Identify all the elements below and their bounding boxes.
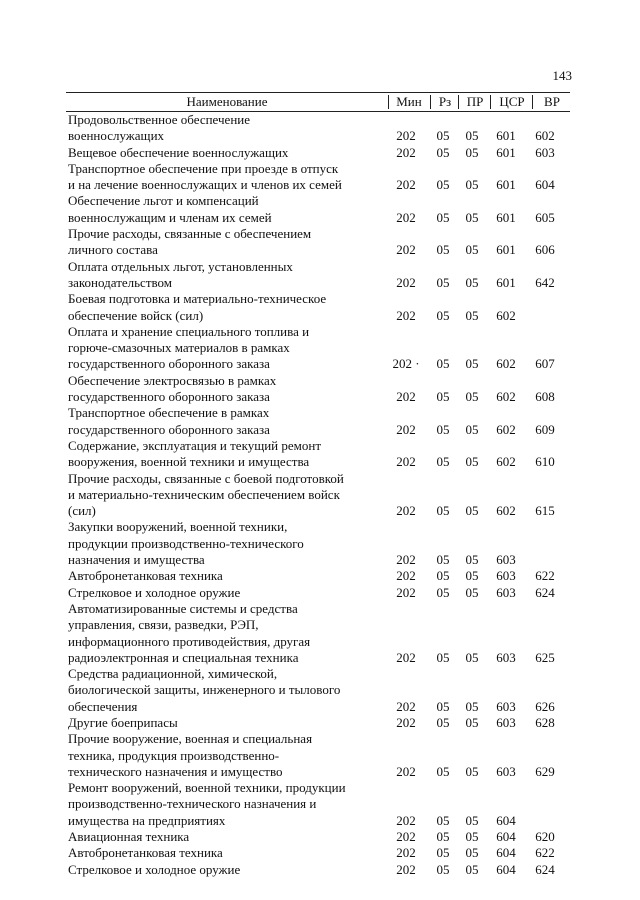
code-csr: 602	[496, 454, 516, 470]
row-name: Транспортное обеспечение при проезде в отпуск и на лечение военнослужащих и членов их семей	[68, 160, 342, 193]
code-min: 202	[396, 454, 416, 470]
row-name: Автоматизированные системы и средства управления, связи, разведки, РЭП, информационного противодействия, другая радиоэлектронная и специальная техника	[68, 600, 311, 665]
code-rz: 05	[436, 389, 450, 405]
row-codes	[68, 813, 572, 829]
code-vr: 609	[535, 421, 555, 437]
page-number: 143	[552, 68, 572, 83]
table-row	[68, 585, 572, 601]
table-row	[68, 373, 572, 406]
code-csr: 604	[496, 861, 516, 877]
code-csr: 602	[496, 389, 516, 405]
row-codes	[68, 145, 572, 161]
row-codes	[68, 422, 572, 438]
row-name: Автобронетанковая техника	[68, 568, 223, 584]
header-csr: ЦСР	[499, 94, 525, 109]
table-row	[68, 193, 572, 226]
row-name: Ремонт вооружений, военной техники, продукции производственно-технического назначения и имущества на предприятиях	[68, 780, 346, 828]
row-name: Стрелковое и холодное оружие	[68, 861, 241, 877]
code-vr: 615	[535, 503, 555, 519]
code-rz: 05	[436, 356, 450, 372]
code-rz: 05	[436, 861, 450, 877]
code-min: 202	[396, 274, 416, 290]
header-divider	[430, 95, 431, 109]
code-rz: 05	[436, 177, 450, 193]
row-name: Транспортное обеспечение в рамках государственного оборонного заказа	[68, 405, 270, 437]
code-csr: 601	[496, 274, 516, 290]
code-csr: 603	[496, 584, 516, 600]
row-name: Боевая подготовка и материально-техническое обеспечение войск (сил)	[68, 291, 327, 323]
code-vr: 624	[535, 584, 555, 600]
code-csr: 604	[496, 812, 516, 828]
code-rz: 05	[436, 698, 450, 714]
code-min: 202	[396, 845, 416, 861]
table-row	[68, 601, 572, 666]
code-rz: 05	[436, 829, 450, 845]
table-row	[68, 568, 572, 584]
code-csr: 602	[496, 356, 516, 372]
code-pr: 05	[465, 128, 479, 144]
code-pr: 05	[465, 649, 479, 665]
row-name: Стрелковое и холодное оружие	[68, 584, 241, 600]
row-name: Прочие расходы, связанные с боевой подготовкой и материально-техническим обеспечением войск (сил)	[68, 470, 344, 519]
code-pr: 05	[465, 698, 479, 714]
row-name: Прочие вооружение, военная и специальная техника, продукция производственно- технического назначения и имущество	[68, 731, 313, 779]
row-name: Содержание, эксплуатация и текущий ремонт вооружения, военной техники и имущества	[68, 437, 322, 470]
code-vr: 608	[535, 389, 555, 405]
row-codes	[68, 552, 572, 568]
code-vr: 628	[535, 714, 555, 730]
code-csr: 604	[496, 829, 516, 845]
code-csr: 602	[496, 503, 516, 519]
code-min: 202	[396, 812, 416, 828]
code-vr: 642	[535, 274, 555, 290]
table-body	[68, 112, 572, 878]
code-vr: 622	[535, 568, 555, 584]
code-vr: 606	[535, 242, 555, 258]
table-row	[68, 438, 572, 471]
code-rz: 05	[436, 812, 450, 828]
code-csr: 603	[496, 698, 516, 714]
code-vr: 624	[535, 861, 555, 877]
row-name: Средства радиационной, химической, биологической защиты, инженерного и тылового обеспечения	[68, 666, 341, 714]
code-pr: 05	[465, 861, 479, 877]
code-min: 202	[396, 503, 416, 519]
code-pr: 05	[465, 454, 479, 470]
code-pr: 05	[465, 209, 479, 225]
code-csr: 602	[496, 421, 516, 437]
code-rz: 05	[436, 144, 450, 160]
code-min: 202	[396, 552, 416, 568]
table-row	[68, 845, 572, 861]
code-vr: 620	[535, 829, 555, 845]
code-vr: 610	[535, 454, 555, 470]
table-row	[68, 666, 572, 715]
code-vr: 622	[535, 845, 555, 861]
table-row	[68, 519, 572, 568]
row-name: Авиационная техника	[68, 829, 190, 845]
row-codes	[68, 650, 572, 666]
code-vr: 603	[535, 144, 555, 160]
code-csr: 603	[496, 649, 516, 665]
code-min: 202	[396, 714, 416, 730]
code-pr: 05	[465, 389, 479, 405]
code-min: 202	[396, 144, 416, 160]
table-row	[68, 471, 572, 520]
code-rz: 05	[436, 209, 450, 225]
row-name: Автобронетанковая техника	[68, 845, 223, 861]
code-vr: 607	[535, 356, 555, 372]
code-pr: 05	[465, 503, 479, 519]
table-row	[68, 259, 572, 292]
code-csr: 601	[496, 128, 516, 144]
code-vr: 629	[535, 763, 555, 779]
header-pr: ПР	[466, 94, 484, 109]
table-header	[66, 92, 570, 112]
code-rz: 05	[436, 649, 450, 665]
row-codes	[68, 862, 572, 878]
header-divider	[490, 95, 491, 109]
code-rz: 05	[436, 274, 450, 290]
table-row	[68, 862, 572, 878]
row-name: Оплата отдельных льгот, установленных законодательством	[68, 258, 293, 290]
code-csr: 601	[496, 177, 516, 193]
code-min: 202	[396, 861, 416, 877]
code-pr: 05	[465, 714, 479, 730]
code-min: 202	[396, 829, 416, 845]
table-row	[68, 324, 572, 373]
code-min: 202	[396, 698, 416, 714]
code-rz: 05	[436, 552, 450, 568]
code-rz: 05	[436, 421, 450, 437]
code-vr: 605	[535, 209, 555, 225]
row-codes	[68, 177, 572, 193]
code-rz: 05	[436, 763, 450, 779]
code-pr: 05	[465, 812, 479, 828]
code-min: 202	[396, 209, 416, 225]
table-row	[68, 161, 572, 194]
code-csr: 603	[496, 552, 516, 568]
code-pr: 05	[465, 584, 479, 600]
row-codes	[68, 715, 572, 731]
code-rz: 05	[436, 845, 450, 861]
code-rz: 05	[436, 128, 450, 144]
header-divider	[458, 95, 459, 109]
code-min: 202	[396, 307, 416, 323]
code-min: 202 ·	[392, 356, 420, 372]
row-codes	[68, 275, 572, 291]
code-min: 202	[396, 177, 416, 193]
code-csr: 604	[496, 845, 516, 861]
code-vr: 602	[535, 128, 555, 144]
code-vr: 626	[535, 698, 555, 714]
code-rz: 05	[436, 307, 450, 323]
code-pr: 05	[465, 763, 479, 779]
row-codes	[68, 699, 572, 715]
code-csr: 601	[496, 144, 516, 160]
row-codes	[68, 503, 572, 519]
code-min: 202	[396, 421, 416, 437]
code-min: 202	[396, 568, 416, 584]
row-codes	[68, 846, 572, 862]
code-pr: 05	[465, 829, 479, 845]
row-name: Продовольственное обеспечение военнослужащих	[68, 112, 250, 144]
code-rz: 05	[436, 242, 450, 258]
code-pr: 05	[465, 274, 479, 290]
code-rz: 05	[436, 454, 450, 470]
row-codes	[68, 308, 572, 324]
header-vr: ВР	[544, 94, 560, 109]
table-row	[68, 731, 572, 780]
row-name: Закупки вооружений, военной техники, продукции производственно-технического назначения и имущества	[68, 519, 304, 568]
row-codes	[68, 455, 572, 471]
table-row	[68, 829, 572, 845]
code-pr: 05	[465, 568, 479, 584]
row-name: Прочие расходы, связанные с обеспечением личного состава	[68, 226, 312, 258]
header-divider	[532, 95, 533, 109]
table-row	[68, 226, 572, 259]
code-min: 202	[396, 389, 416, 405]
table-row	[68, 715, 572, 731]
code-csr: 601	[496, 242, 516, 258]
code-csr: 603	[496, 763, 516, 779]
table-row	[68, 780, 572, 829]
table-row	[68, 291, 572, 324]
code-vr: 625	[535, 649, 555, 665]
row-name: Другие боеприпасы	[68, 714, 178, 730]
row-name: Оплата и хранение специального топлива и горюче-смазочных материалов в рамках государственного оборонного заказа	[68, 323, 310, 372]
code-rz: 05	[436, 714, 450, 730]
row-codes	[68, 243, 572, 259]
code-rz: 05	[436, 503, 450, 519]
row-codes	[68, 389, 572, 405]
code-min: 202	[396, 649, 416, 665]
row-codes	[68, 764, 572, 780]
code-pr: 05	[465, 845, 479, 861]
code-pr: 05	[465, 242, 479, 258]
code-min: 202	[396, 584, 416, 600]
code-csr: 601	[496, 209, 516, 225]
code-pr: 05	[465, 552, 479, 568]
table-row	[68, 145, 572, 161]
code-rz: 05	[436, 568, 450, 584]
table-row	[68, 405, 572, 438]
row-codes	[68, 129, 572, 145]
code-pr: 05	[465, 356, 479, 372]
code-min: 202	[396, 242, 416, 258]
code-rz: 05	[436, 584, 450, 600]
code-vr: 604	[535, 177, 555, 193]
header-min: Мин	[396, 94, 422, 109]
code-csr: 603	[496, 568, 516, 584]
code-csr: 602	[496, 307, 516, 323]
table-row	[68, 112, 572, 145]
row-codes	[68, 357, 572, 373]
row-name: Вещевое обеспечение военнослужащих	[68, 144, 289, 160]
code-pr: 05	[465, 177, 479, 193]
header-rz: Рз	[438, 94, 452, 109]
row-name: Обеспечение льгот и компенсаций военнослужащим и членам их семей	[68, 193, 272, 225]
row-codes	[68, 569, 572, 585]
code-pr: 05	[465, 144, 479, 160]
row-codes	[68, 585, 572, 601]
code-pr: 05	[465, 307, 479, 323]
code-csr: 603	[496, 714, 516, 730]
row-codes	[68, 829, 572, 845]
code-pr: 05	[465, 421, 479, 437]
code-min: 202	[396, 128, 416, 144]
header-name: Наименование	[186, 94, 268, 109]
row-codes	[68, 210, 572, 226]
code-min: 202	[396, 763, 416, 779]
row-name: Обеспечение электросвязью в рамках государственного оборонного заказа	[68, 372, 277, 405]
